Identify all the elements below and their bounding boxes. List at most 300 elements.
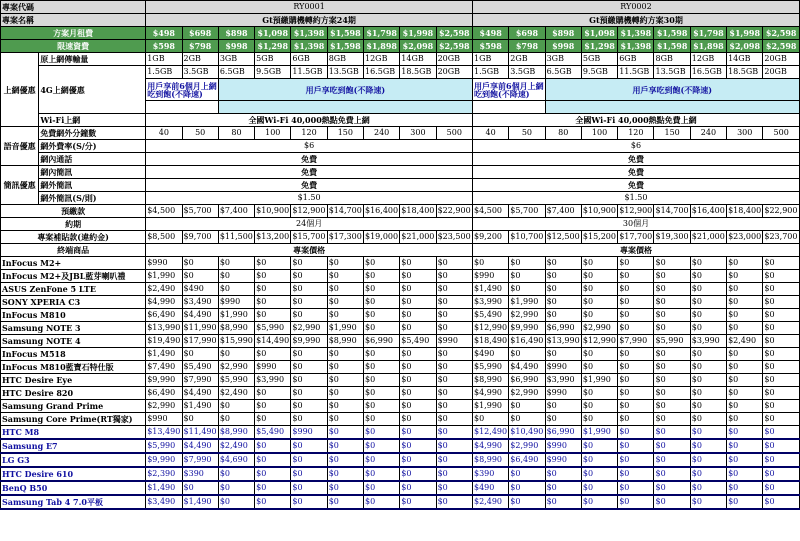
product-name: BenQ B50 — [1, 481, 146, 495]
value-cell: $1,298 — [255, 40, 291, 53]
price-cell: $2,990 — [218, 361, 254, 374]
name-b: Gt預繳購機轉約方案30期 — [473, 14, 800, 27]
offnet-sms-rate-b: $1.50 — [473, 192, 800, 205]
price-cell: $0 — [690, 467, 726, 481]
value-cell: 12GB — [690, 53, 726, 66]
period-b: 30個月 — [473, 218, 800, 231]
price-cell: $19,490 — [146, 335, 182, 348]
value-cell: 20GB — [763, 53, 800, 66]
price-cell: $0 — [436, 296, 472, 309]
price-cell: $0 — [364, 296, 400, 309]
price-cell: $0 — [436, 270, 472, 283]
product-name: HTC M8 — [1, 426, 146, 440]
product-row — [1, 400, 800, 413]
value-cell: 150 — [654, 127, 690, 140]
price-cell: $8,990 — [218, 426, 254, 440]
onnet-call-b: 免費 — [473, 153, 800, 166]
price-cell: $0 — [291, 387, 327, 400]
price-cell: $1,490 — [146, 348, 182, 361]
product-row — [1, 495, 800, 509]
value-cell: $12,900 — [291, 205, 327, 218]
value-cell: $16,400 — [364, 205, 400, 218]
price-cell: $8,990 — [327, 335, 363, 348]
value-cell: $798 — [182, 40, 218, 53]
value-cell: $498 — [473, 27, 509, 40]
price-cell: $0 — [727, 453, 763, 467]
price-cell: $0 — [545, 413, 581, 426]
price-cell: $0 — [255, 348, 291, 361]
value-cell: $10,900 — [255, 205, 291, 218]
price-cell: $0 — [255, 453, 291, 467]
price-cell: $0 — [436, 283, 472, 296]
price-cell: $5,990 — [654, 335, 690, 348]
value-cell: 8GB — [654, 53, 690, 66]
value-cell: $9,700 — [182, 231, 218, 244]
price-cell: $0 — [291, 309, 327, 322]
price-cell: $0 — [436, 387, 472, 400]
price-cell: $1,490 — [473, 283, 509, 296]
price-label-a: 專案價格 — [146, 244, 473, 257]
value-cell: 5GB — [255, 53, 291, 66]
value-cell: $15,200 — [581, 231, 617, 244]
offnet-rate-b: $6 — [473, 140, 800, 153]
value-cell: $1,598 — [327, 40, 363, 53]
value-cell: $12,500 — [545, 231, 581, 244]
price-cell: $0 — [727, 495, 763, 509]
price-cell: $0 — [763, 322, 800, 335]
price-cell: $0 — [291, 257, 327, 270]
price-cell: $0 — [400, 322, 436, 335]
price-cell: $0 — [400, 413, 436, 426]
price-cell: $990 — [218, 296, 254, 309]
price-cell: $0 — [327, 361, 363, 374]
price-cell: $13,990 — [146, 322, 182, 335]
value-cell: $18,400 — [400, 205, 436, 218]
price-cell: $0 — [436, 348, 472, 361]
value-cell: $9,200 — [473, 231, 509, 244]
price-cell: $0 — [255, 296, 291, 309]
value-cell: $8,500 — [146, 231, 182, 244]
price-cell: $0 — [618, 413, 654, 426]
price-cell: $0 — [618, 400, 654, 413]
price-cell: $0 — [327, 481, 363, 495]
product-name: Samsung Grand Prime — [1, 400, 146, 413]
value-cell: $17,700 — [618, 231, 654, 244]
price-cell: $0 — [654, 283, 690, 296]
price-cell: $2,490 — [218, 387, 254, 400]
price-cell: $0 — [545, 495, 581, 509]
price-cell: $0 — [654, 322, 690, 335]
price-cell: $990 — [545, 387, 581, 400]
price-cell: $0 — [327, 296, 363, 309]
price-cell: $0 — [763, 361, 800, 374]
price-cell: $0 — [182, 348, 218, 361]
value-cell: $10,700 — [509, 231, 545, 244]
speed-note-spacer-a — [146, 101, 219, 114]
price-cell: $1,990 — [581, 374, 617, 387]
value-cell: $1,398 — [618, 40, 654, 53]
price-cell: $0 — [690, 413, 726, 426]
value-cell: $2,598 — [763, 27, 800, 40]
value-cell: $10,900 — [581, 205, 617, 218]
price-cell: $0 — [364, 348, 400, 361]
product-name: HTC Desire 820 — [1, 387, 146, 400]
product-name: Samsung NOTE 3 — [1, 322, 146, 335]
price-cell: $18,490 — [473, 335, 509, 348]
price-cell: $0 — [291, 270, 327, 283]
price-cell: $8,990 — [473, 374, 509, 387]
price-cell: $0 — [364, 481, 400, 495]
onnet-sms-row — [1, 166, 800, 179]
price-cell: $0 — [327, 270, 363, 283]
offnet-rate-row — [1, 140, 800, 153]
value-cell: 13.5GB — [654, 66, 690, 79]
price-cell: $0 — [545, 309, 581, 322]
product-row — [1, 439, 800, 453]
value-cell: 40 — [146, 127, 182, 140]
product-row — [1, 481, 800, 495]
price-cell: $0 — [291, 400, 327, 413]
price-cell: $0 — [255, 309, 291, 322]
price-cell: $1,990 — [146, 270, 182, 283]
price-cell: $0 — [509, 257, 545, 270]
price-cell: $12,490 — [473, 426, 509, 440]
price-cell: $0 — [364, 495, 400, 509]
price-cell: $4,990 — [473, 439, 509, 453]
price-cell: $0 — [690, 453, 726, 467]
price-cell: $0 — [291, 495, 327, 509]
price-cell: $0 — [581, 413, 617, 426]
price-cell: $0 — [545, 296, 581, 309]
price-cell: $0 — [291, 283, 327, 296]
price-cell: $0 — [436, 481, 472, 495]
value-cell: $4,500 — [473, 205, 509, 218]
price-cell: $0 — [727, 481, 763, 495]
price-cell: $0 — [727, 348, 763, 361]
price-cell: $0 — [690, 481, 726, 495]
value-cell: $1,598 — [654, 27, 690, 40]
offnet-sms-rate-row — [1, 192, 800, 205]
value-cell: 3.5GB — [509, 66, 545, 79]
price-cell: $0 — [654, 387, 690, 400]
product-row — [1, 426, 800, 440]
value-cell: $5,700 — [182, 205, 218, 218]
price-cell: $0 — [618, 374, 654, 387]
price-cell: $6,990 — [545, 426, 581, 440]
section-voice: 語音優惠 — [1, 127, 39, 166]
value-cell: $1,798 — [690, 27, 726, 40]
value-cell: $13,200 — [255, 231, 291, 244]
price-cell: $0 — [618, 467, 654, 481]
product-row — [1, 453, 800, 467]
product-name: LG G3 — [1, 453, 146, 467]
price-cell: $0 — [400, 387, 436, 400]
price-cell: $2,990 — [509, 439, 545, 453]
value-cell: $21,000 — [400, 231, 436, 244]
price-cell: $0 — [763, 387, 800, 400]
price-cell: $0 — [690, 439, 726, 453]
price-cell: $0 — [654, 348, 690, 361]
project-code-row — [1, 1, 800, 14]
price-cell: $0 — [436, 467, 472, 481]
value-cell: 240 — [690, 127, 726, 140]
price-cell: $0 — [436, 453, 472, 467]
price-cell: $0 — [581, 296, 617, 309]
value-cell: 14GB — [400, 53, 436, 66]
value-cell: $1,598 — [327, 27, 363, 40]
price-cell: $0 — [581, 400, 617, 413]
price-cell: $0 — [218, 467, 254, 481]
value-cell: 80 — [545, 127, 581, 140]
price-cell: $0 — [400, 374, 436, 387]
price-cell: $0 — [763, 348, 800, 361]
value-cell: $1,898 — [364, 40, 400, 53]
code-label: 專案代碼 — [1, 1, 146, 14]
price-cell: $0 — [654, 296, 690, 309]
price-cell: $0 — [618, 257, 654, 270]
value-cell: $698 — [182, 27, 218, 40]
price-cell: $0 — [364, 309, 400, 322]
price-cell: $0 — [654, 309, 690, 322]
price-cell: $0 — [727, 257, 763, 270]
value-cell: 500 — [763, 127, 800, 140]
price-cell: $3,490 — [146, 495, 182, 509]
price-cell: $0 — [182, 257, 218, 270]
price-cell: $0 — [727, 309, 763, 322]
price-cell: $990 — [146, 413, 182, 426]
value-cell: 16.5GB — [364, 66, 400, 79]
price-cell: $0 — [291, 467, 327, 481]
price-cell: $0 — [327, 257, 363, 270]
price-cell: $0 — [327, 387, 363, 400]
price-cell: $0 — [327, 453, 363, 467]
price-cell: $0 — [364, 413, 400, 426]
price-cell: $0 — [473, 413, 509, 426]
onnet-sms-label: 網內簡訊 — [39, 166, 146, 179]
price-cell: $0 — [690, 322, 726, 335]
value-cell: 18.5GB — [400, 66, 436, 79]
value-cell: 40 — [473, 127, 509, 140]
value-cell: $4,500 — [146, 205, 182, 218]
product-row — [1, 387, 800, 400]
price-cell: $5,990 — [146, 439, 182, 453]
code-b: RY0002 — [473, 1, 800, 14]
price-cell: $0 — [763, 481, 800, 495]
price-cell: $0 — [690, 387, 726, 400]
price-cell: $0 — [364, 453, 400, 467]
value-cell: $2,098 — [727, 40, 763, 53]
product-row — [1, 413, 800, 426]
price-cell: $0 — [218, 495, 254, 509]
price-cell: $0 — [364, 361, 400, 374]
product-name: InFocus M518 — [1, 348, 146, 361]
price-cell: $0 — [291, 348, 327, 361]
price-cell: $0 — [255, 413, 291, 426]
price-cell: $0 — [690, 426, 726, 440]
price-cell: $0 — [400, 426, 436, 440]
price-cell: $12,990 — [473, 322, 509, 335]
price-cell: $0 — [654, 481, 690, 495]
price-cell: $5,490 — [400, 335, 436, 348]
price-cell: $0 — [436, 413, 472, 426]
value-cell: 20GB — [436, 53, 472, 66]
value-cell: 1.5GB — [473, 66, 509, 79]
price-cell: $0 — [218, 348, 254, 361]
product-row — [1, 322, 800, 335]
price-cell: $0 — [763, 335, 800, 348]
price-cell: $0 — [327, 413, 363, 426]
value-cell: $14,700 — [654, 205, 690, 218]
price-cell: $2,390 — [146, 467, 182, 481]
period-label: 約期 — [1, 218, 146, 231]
value-cell: $7,400 — [545, 205, 581, 218]
price-cell: $8,990 — [218, 322, 254, 335]
price-cell: $9,990 — [146, 374, 182, 387]
price-cell: $990 — [473, 270, 509, 283]
offnet-sms-b: 免費 — [473, 179, 800, 192]
price-cell: $2,990 — [509, 309, 545, 322]
value-cell: 6GB — [618, 53, 654, 66]
price-cell: $0 — [727, 361, 763, 374]
price-cell: $0 — [618, 296, 654, 309]
product-name: Samsung NOTE 4 — [1, 335, 146, 348]
price-cell: $0 — [763, 270, 800, 283]
price-cell: $0 — [581, 257, 617, 270]
offnet-sms-rate-label: 網外簡訊(S/則) — [39, 192, 146, 205]
value-cell: $1,598 — [654, 40, 690, 53]
price-cell: $0 — [509, 283, 545, 296]
price-cell: $11,990 — [182, 322, 218, 335]
price-cell: $0 — [581, 467, 617, 481]
value-cell: 2GB — [509, 53, 545, 66]
price-cell: $3,990 — [690, 335, 726, 348]
value-cell: 11.5GB — [291, 66, 327, 79]
value-cell: $898 — [545, 27, 581, 40]
price-cell: $6,490 — [509, 453, 545, 467]
price-cell: $0 — [400, 495, 436, 509]
price-cell: $7,490 — [146, 361, 182, 374]
value-cell: $18,400 — [727, 205, 763, 218]
price-cell: $0 — [327, 426, 363, 440]
value-cell: 9.5GB — [255, 66, 291, 79]
price-cell: $990 — [545, 361, 581, 374]
price-cell: $0 — [473, 257, 509, 270]
price-cell: $0 — [763, 400, 800, 413]
value-cell: $1,398 — [291, 40, 327, 53]
value-cell: 1GB — [473, 53, 509, 66]
price-cell: $3,990 — [545, 374, 581, 387]
price-cell: $0 — [400, 481, 436, 495]
price-cell: $0 — [255, 400, 291, 413]
price-cell: $7,990 — [182, 374, 218, 387]
price-cell: $0 — [436, 322, 472, 335]
value-cell: 100 — [255, 127, 291, 140]
value-cell: 5GB — [581, 53, 617, 66]
price-cell: $990 — [146, 257, 182, 270]
price-cell: $0 — [255, 481, 291, 495]
price-cell: $13,490 — [146, 426, 182, 440]
price-cell: $0 — [654, 453, 690, 467]
price-cell: $0 — [545, 400, 581, 413]
product-row — [1, 374, 800, 387]
value-cell: $2,598 — [436, 27, 472, 40]
price-cell: $0 — [509, 495, 545, 509]
price-cell: $0 — [255, 283, 291, 296]
value-cell: 6.5GB — [545, 66, 581, 79]
price-cell: $0 — [690, 283, 726, 296]
price-cell: $0 — [400, 453, 436, 467]
price-cell: $0 — [654, 426, 690, 440]
price-cell: $0 — [436, 495, 472, 509]
price-cell: $0 — [364, 426, 400, 440]
name-a: Gt預繳購機轉約方案24期 — [146, 14, 473, 27]
prepay-row — [1, 205, 800, 218]
price-cell: $0 — [690, 257, 726, 270]
value-cell: 3GB — [218, 53, 254, 66]
value-cell: $1,098 — [581, 27, 617, 40]
price-cell: $0 — [182, 413, 218, 426]
price-cell: $490 — [473, 348, 509, 361]
price-cell: $1,490 — [146, 481, 182, 495]
price-cell: $0 — [364, 283, 400, 296]
product-name: HTC Desire Eye — [1, 374, 146, 387]
price-cell: $0 — [690, 400, 726, 413]
product-row — [1, 296, 800, 309]
value-cell: 3.5GB — [182, 66, 218, 79]
speed-note-spacer-c — [473, 101, 546, 114]
price-cell: $0 — [690, 495, 726, 509]
name-label: 專案名稱 — [1, 14, 146, 27]
price-cell: $1,990 — [218, 309, 254, 322]
value-cell: 120 — [291, 127, 327, 140]
price-cell: $0 — [727, 283, 763, 296]
price-cell: $0 — [727, 387, 763, 400]
price-cell: $0 — [364, 322, 400, 335]
price-cell: $13,990 — [545, 335, 581, 348]
price-cell: $0 — [218, 481, 254, 495]
price-cell: $0 — [618, 322, 654, 335]
price-cell: $0 — [182, 270, 218, 283]
onnet-sms-b: 免費 — [473, 166, 800, 179]
value-cell: $1,398 — [291, 27, 327, 40]
price-cell: $0 — [581, 361, 617, 374]
price-cell: $2,990 — [146, 400, 182, 413]
value-cell: $7,400 — [218, 205, 254, 218]
onnet-call-row — [1, 153, 800, 166]
speed-note-wide: 用戶享吃到飽(不降速) — [545, 79, 799, 101]
price-cell: $4,490 — [182, 439, 218, 453]
value-cell: 100 — [581, 127, 617, 140]
price-cell: $0 — [654, 374, 690, 387]
price-cell: $0 — [255, 257, 291, 270]
product-row — [1, 270, 800, 283]
price-cell: $0 — [291, 374, 327, 387]
product-name: Samsung Tab 4 7.0平板 — [1, 495, 146, 509]
price-cell: $9,990 — [291, 335, 327, 348]
price-cell: $0 — [763, 453, 800, 467]
price-cell: $1,990 — [581, 426, 617, 440]
monthly-fee-label: 方案月租費 — [1, 27, 146, 40]
value-cell: 1.5GB — [146, 66, 182, 79]
value-cell: $5,700 — [509, 205, 545, 218]
penalty-row — [1, 231, 800, 244]
speed-note-small: 用戶享前6個月上網吃到飽(不降速) — [147, 80, 217, 99]
price-cell: $0 — [763, 439, 800, 453]
value-cell: $798 — [509, 40, 545, 53]
price-cell: $990 — [545, 439, 581, 453]
value-cell: $17,300 — [327, 231, 363, 244]
price-cell: $0 — [618, 348, 654, 361]
